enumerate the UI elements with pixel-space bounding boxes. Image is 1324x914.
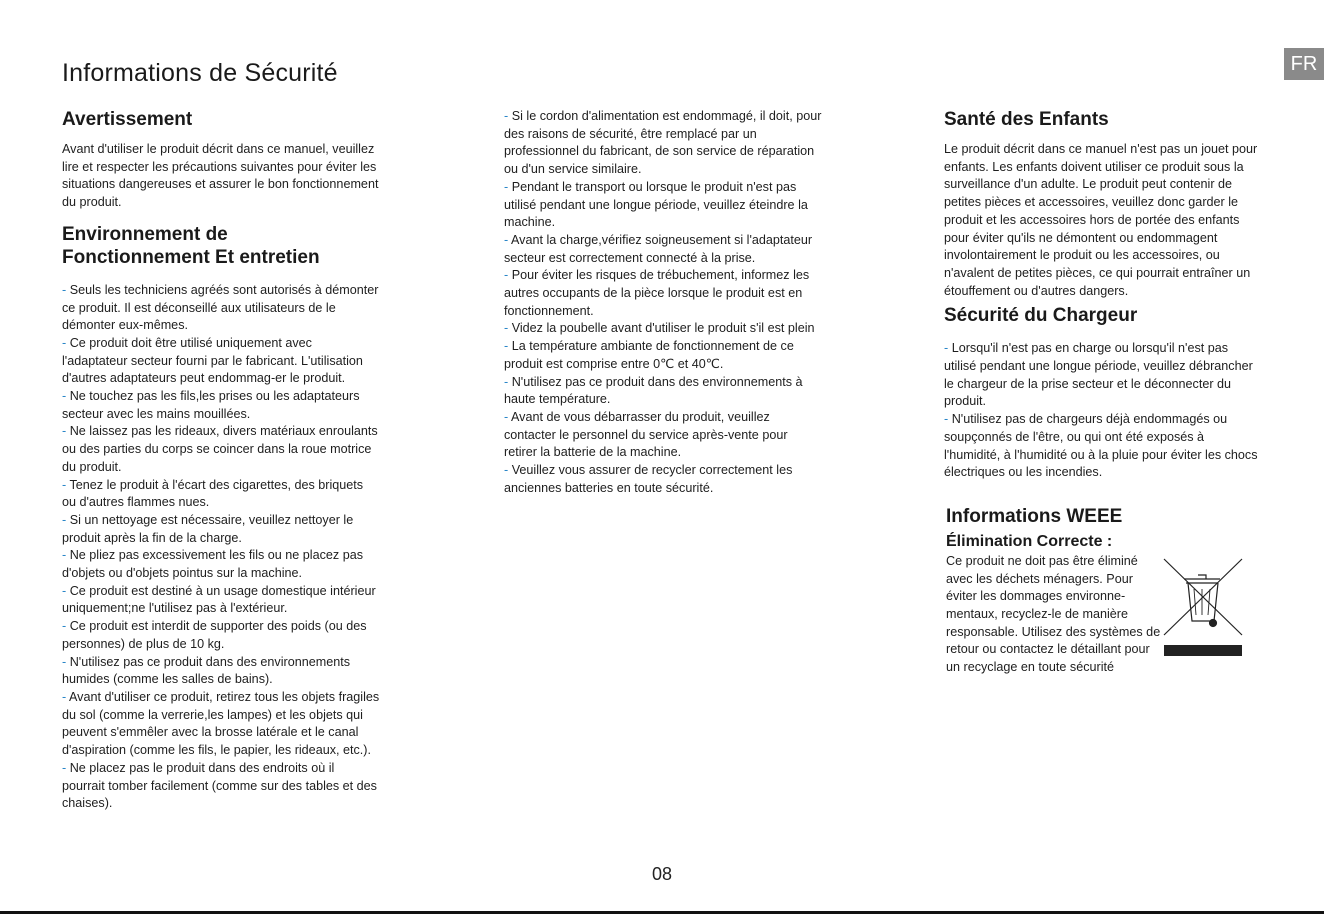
dash-marker: - — [504, 339, 512, 354]
environment-heading-line1: Environnement de — [62, 223, 228, 245]
dash-marker: - — [62, 654, 70, 669]
dash-marker: - — [62, 389, 70, 404]
list-item: - Lorsqu'il n'est pas en charge ou lorsqu'il n'est pas utilisé pendant une longue période, veuillez débrancher le chargeur de la prise secteur et le déconnecter du produit. — [944, 341, 1253, 409]
crossed-out-wheelie-bin-icon — [1160, 557, 1244, 657]
dash-marker: - — [62, 512, 70, 527]
weee-body — [946, 553, 1262, 677]
list-item: - Si le cordon d'alimentation est endommagé, il doit, pour des raisons de sécurité, être remplacé par un professionnel du fabricant, de son service de réparation ou d'un service similaire. — [504, 109, 822, 177]
children-text: Le produit décrit dans ce manuel n'est pas un jouet pour enfants. Les enfants doivent utiliser ce produit sous la surveillance d'un adulte. Le produit peut contenir de petites pièces et accessoires, veuillez donc garder le produit et les accessoires hors de portée des enfants pour éviter qu'ils ne démontent ou endommagent involontairement le produit ou les accessoires, ou n'avalent de petites pièces, ce qui pourrait entraîner un étouffement ou d'autres dangers. — [944, 142, 1258, 298]
dash-marker: - — [62, 619, 70, 634]
list-item: - Seuls les techniciens agréés sont autorisés à démonter ce produit. Il est déconseillé aux utilisateurs de le démonter eux-mêmes. — [62, 282, 379, 333]
dash-marker: - — [62, 583, 70, 598]
list-item: - N'utilisez pas ce produit dans des environnements humides (comme les salles de bains). — [62, 654, 351, 687]
list-item: - Tenez le produit à l'écart des cigarettes, des briquets ou d'autres flammes nues. — [62, 477, 364, 510]
list-item: - La température ambiante de fonctionnement de ce produit est comprise entre 0℃ et 40℃. — [504, 339, 794, 371]
environment-heading-line2: Fonctionnement Et entretien — [62, 246, 320, 268]
weee-text: Ce produit ne doit pas être éliminé avec les déchets ménagers. Pour éviter les dommages environne-mentaux, recyclez-le de manière responsable. Utilisez des systèmes de retour ou contactez le détaillant pour un recyclage en toute sécurité — [946, 553, 1161, 675]
dash-marker: - — [944, 341, 952, 356]
list-item: - N'utilisez pas de chargeurs déjà endommagés ou soupçonnés de l'être, ou qui ont été exposés à l'humidité, à l'humidité ou à la pluie pour éviter les chocs électriques ou les incendies. — [944, 412, 1258, 480]
list-item: - Avant la charge,vérifiez soigneusement si l'adaptateur secteur est correctement connecté à la prise. — [504, 232, 813, 265]
list-item: - Ce produit doit être utilisé uniquement avec l'adaptateur secteur fourni par le fabricant. L'utilisation d'autres adaptateurs peut endommag-er le produit. — [62, 335, 363, 386]
charger-heading: Sécurité du Chargeur — [944, 305, 1138, 327]
dash-marker: - — [62, 548, 70, 563]
weee-section — [946, 505, 1262, 677]
weee-heading: Informations WEEE — [946, 505, 1123, 527]
weee-subheading: Élimination Correcte : — [946, 532, 1113, 550]
warning-heading: Avertissement — [62, 109, 193, 130]
dash-marker: - — [62, 335, 70, 350]
list-item: - Avant d'utiliser ce produit, retirez tous les objets fragiles du sol (comme la verrerie,les lampes) et les objets qui peuvent s'emmêler avec la brosse latérale et le canal d'aspiration (comme les fils, le papier, les rideaux, etc.). — [62, 689, 380, 758]
dash-marker: - — [944, 412, 952, 427]
list-item: - Si un nettoyage est nécessaire, veuillez nettoyer le produit après la fin de la charge. — [62, 512, 354, 545]
list-item: - Ce produit est destiné à un usage domestique intérieur uniquement;ne l'utilisez pas à l'extérieur. — [62, 583, 376, 616]
environment-heading — [62, 223, 380, 269]
column-middle — [504, 108, 822, 497]
column-right — [944, 108, 1262, 677]
page-title: Informations de Sécurité — [62, 59, 338, 87]
dash-marker: - — [504, 179, 512, 194]
dash-marker: - — [62, 477, 70, 492]
column-left — [62, 108, 380, 813]
language-badge: FR — [1284, 48, 1324, 80]
dash-marker: - — [62, 689, 69, 704]
page-number: 08 — [651, 864, 673, 884]
list-item: - Pour éviter les risques de trébuchement, informez les autres occupants de la pièce lorsque le produit est en fonctionnement. — [504, 268, 810, 318]
list-item: - Avant de vous débarrasser du produit, veuillez contacter le personnel du service après-vente pour retirer la batterie de la machine. — [504, 409, 788, 460]
children-heading: Santé des Enfants — [944, 109, 1109, 130]
list-item: - Videz la poubelle avant d'utiliser le produit s'il est plein — [504, 321, 815, 336]
list-item: - Ne placez pas le produit dans des endroits où il pourrait tomber facilement (comme sur des tables et des chaises). — [62, 760, 377, 811]
warning-text: Avant d'utiliser le produit décrit dans ce manuel, veuillez lire et respecter les précautions suivantes pour éviter les situations dangereuses et assurer le bon fonctionnement du produit. — [62, 142, 379, 210]
dash-marker: - — [504, 409, 511, 424]
dash-marker: - — [62, 760, 70, 775]
list-item: - Pendant le transport ou lorsque le produit n'est pas utilisé pendant une longue période, veuillez éteindre la machine. — [504, 179, 808, 230]
list-item: - Ne pliez pas excessivement les fils ou ne placez pas d'objets ou d'objets pointus sur la machine. — [62, 548, 364, 581]
dash-marker: - — [504, 374, 512, 389]
dash-marker: - — [504, 321, 512, 336]
list-item: - Veuillez vous assurer de recycler correctement les anciennes batteries en toute sécurité. — [504, 463, 793, 495]
dash-marker: - — [62, 282, 70, 297]
list-item: - Ne touchez pas les fils,les prises ou les adaptateurs secteur avec les mains mouillées. — [62, 389, 360, 421]
dash-marker: - — [504, 109, 512, 123]
dash-marker: - — [62, 424, 70, 439]
dash-marker: - — [504, 463, 512, 478]
dash-marker: - — [504, 268, 512, 283]
environment-list — [62, 282, 380, 813]
dash-marker: - — [504, 232, 511, 247]
list-item: - N'utilisez pas ce produit dans des environnements à haute température. — [504, 374, 803, 407]
list-item: - Ce produit est interdit de supporter des poids (ou des personnes) de plus de 10 kg. — [62, 619, 367, 651]
list-item: - Ne laissez pas les rideaux, divers matériaux enroulants ou des parties du corps se coincer dans la roue motrice du produit. — [62, 424, 378, 474]
